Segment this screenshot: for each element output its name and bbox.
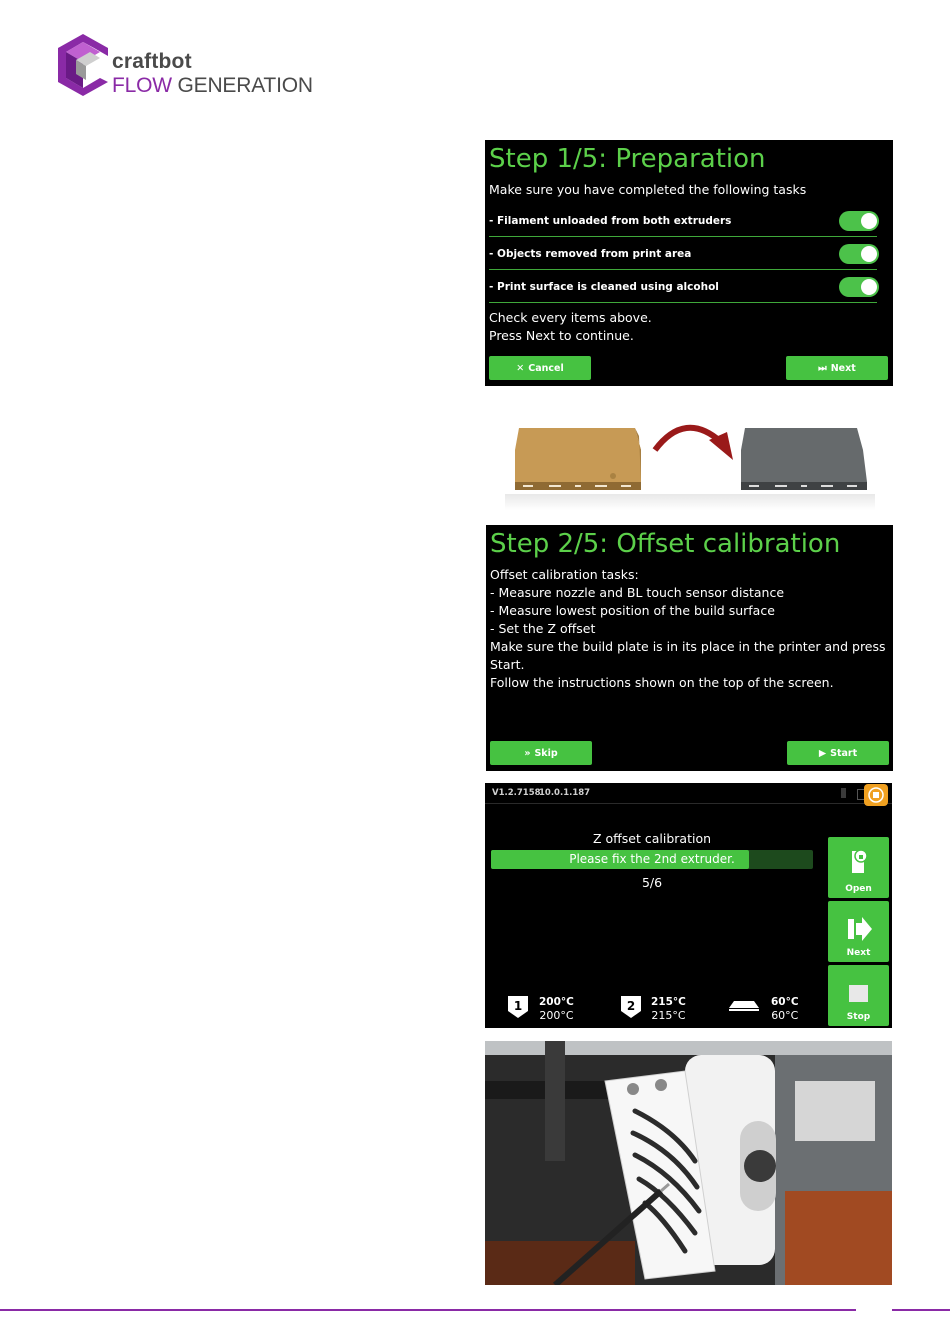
task-surface-toggle[interactable]: [839, 277, 879, 297]
surface-shadow: [505, 494, 875, 510]
svg-text:1: 1: [513, 999, 523, 1013]
swap-arrow: [655, 428, 721, 450]
task-divider: [489, 302, 877, 303]
bed-current: 60°C: [771, 1009, 799, 1022]
top-bar-divider: [485, 803, 892, 804]
step1-note-line1: Check every items above.: [489, 310, 652, 325]
task-divider: [489, 236, 877, 237]
skip-next-icon: ⏭: [818, 362, 827, 374]
heated-bed-icon: [728, 999, 760, 1013]
double-chevron-icon: »: [524, 747, 531, 759]
step1-note-line2: Press Next to continue.: [489, 328, 634, 343]
usb-icon: [841, 788, 846, 798]
cancel-label: Cancel: [528, 362, 564, 374]
bed-target: 60°C: [771, 996, 799, 1008]
extruder-2-icon: [620, 995, 642, 1019]
next-button[interactable]: [786, 356, 888, 380]
next-step-button[interactable]: [828, 901, 889, 962]
skip-button[interactable]: [490, 741, 592, 765]
progress-text: Please fix the 2nd extruder.: [569, 852, 735, 866]
next-label: Next: [830, 362, 856, 374]
step2-line: - Measure nozzle and BL touch sensor distance: [490, 585, 785, 600]
tagline-flow: FLOW: [112, 74, 172, 97]
extruder-2-current: 215°C: [651, 1009, 686, 1022]
step2-line: Make sure the build plate is in its place in the printer and press: [490, 639, 886, 654]
footer-page-number-gap: [856, 1305, 892, 1315]
step1-title: Step 1/5: Preparation: [489, 144, 766, 174]
textured-build-plate: [515, 428, 641, 482]
extruder-1-current: 200°C: [539, 1009, 574, 1022]
step2-line: - Set the Z offset: [490, 621, 596, 636]
progress-count: 5/6: [641, 875, 663, 890]
open-label: Open: [845, 884, 872, 894]
start-button[interactable]: [787, 741, 889, 765]
toggle-knob: [861, 279, 877, 295]
step2-title: Step 2/5: Offset calibration: [490, 529, 841, 559]
svg-text:2: 2: [626, 999, 636, 1013]
tagline-generation: GENERATION: [171, 74, 313, 97]
stop-square-icon: [828, 965, 889, 1007]
start-label: Start: [830, 747, 858, 759]
step2-line: Follow the instructions shown on the top of the screen.: [490, 675, 834, 690]
step1-intro: Make sure you have completed the following tasks: [489, 182, 807, 197]
z-offset-status-screen: [485, 783, 892, 1028]
play-icon: ▶: [818, 747, 827, 759]
extruder-2-target: 215°C: [651, 996, 686, 1008]
extruder-1-icon: [507, 995, 529, 1019]
build-plate-swap-illustration: [505, 410, 875, 510]
calibration-heading: Z offset calibration: [592, 831, 712, 846]
extruder-1-temps: [539, 995, 574, 1022]
next-step-label: Next: [846, 948, 871, 958]
ip-address: 10.0.1.187: [539, 788, 591, 798]
brand-tagline: [112, 74, 313, 98]
brand-name: craftbot: [112, 50, 192, 73]
extruder-fix-photo: [485, 1041, 892, 1285]
task-divider: [489, 269, 877, 270]
firmware-version: V1.2.7158: [492, 788, 541, 798]
toggle-knob: [861, 213, 877, 229]
unlock-door-icon: [828, 837, 889, 879]
cancel-button[interactable]: [489, 356, 591, 380]
task-objects-removed: - Objects removed from print area: [489, 248, 692, 260]
extruder-2-temps: [651, 995, 686, 1022]
camera-status-icon[interactable]: [864, 784, 888, 806]
exit-arrow-icon: [828, 901, 889, 943]
footer-line: [0, 1309, 950, 1311]
smooth-build-plate: [741, 428, 867, 482]
open-button[interactable]: [828, 837, 889, 898]
close-icon: ✕: [516, 362, 525, 374]
craftbot-logo-mark: [56, 34, 110, 96]
step2-line: Offset calibration tasks:: [490, 567, 639, 582]
progress-bar: [491, 850, 813, 869]
extruder-1-target: 200°C: [539, 996, 574, 1008]
step2-line: - Measure lowest position of the build surface: [490, 603, 775, 618]
stop-button[interactable]: [828, 965, 889, 1026]
step2-line: Start.: [490, 657, 525, 672]
task-filament-unloaded: - Filament unloaded from both extruders: [489, 215, 732, 227]
step1-screen: [485, 140, 893, 386]
toggle-knob: [861, 246, 877, 262]
skip-label: Skip: [534, 747, 558, 759]
task-filament-toggle[interactable]: [839, 211, 879, 231]
task-objects-toggle[interactable]: [839, 244, 879, 264]
step2-screen: [486, 525, 893, 771]
task-surface-cleaned: - Print surface is cleaned using alcohol: [489, 281, 719, 293]
bed-temps: [771, 995, 799, 1022]
stop-label: Stop: [846, 1012, 871, 1022]
